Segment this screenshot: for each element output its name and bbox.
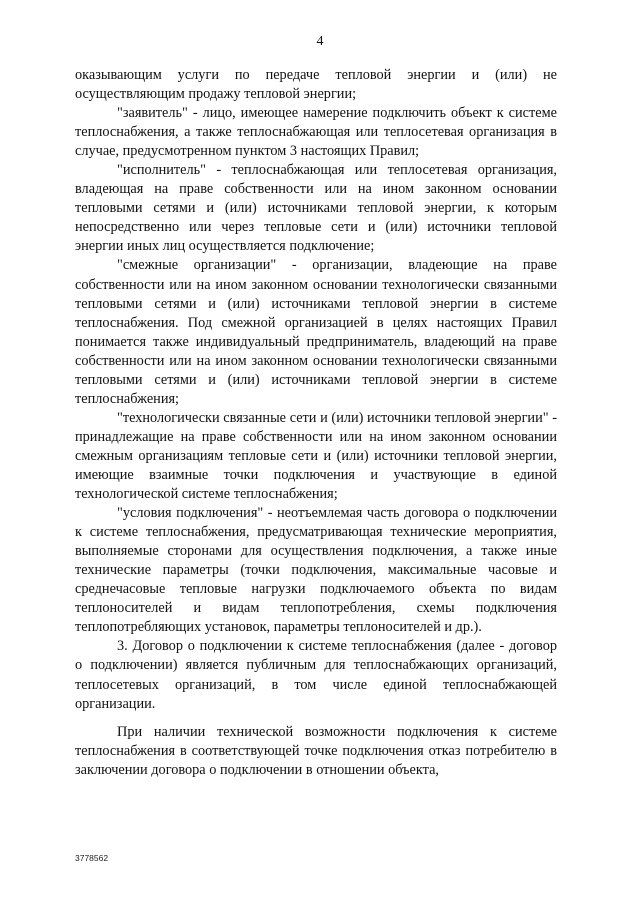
definition-connection-conditions: "условия подключения" - неотъемлемая часть договора о подключении к системе теплоснабжения, предусматривающая технические мероприятия, выполняемые сторонами для осуществления подключения, а также иные технические параметры (точки подключения, максимальные часовые и среднечасовые тепловые нагрузки подключаемого объекта по видам теплоносителей и видам теплопотребления, схемы подключения теплопотребляющих установок, параметры теплоносителей и др.).: [75, 505, 557, 636]
paragraph-continuation: оказывающим услуги по передаче тепловой энергии и (или) не осуществляющим продажу тепловой энергии;: [75, 67, 557, 103]
page-number: 4: [316, 34, 324, 49]
definition-contractor: "исполнитель" - теплоснабжающая или теплосетевая организация, владеющая на праве собственности или на ином законном основании тепловыми сетями и (или) источниками тепловой энергии, к которым непосредственно или через тепловые сети и (или) источники тепловой энергии иных лиц осуществляется подключение;: [75, 162, 557, 255]
document-body: [75, 66, 557, 780]
definition-applicant: "заявитель" - лицо, имеющее намерение подключить объект к системе теплоснабжения, а также теплоснабжающая или теплосетевая организация в случае, предусмотренном пунктом 3 настоящих Правил;: [75, 105, 557, 160]
definition-technologically-connected-networks: "технологически связанные сети и (или) источники тепловой энергии" - принадлежащие на праве собственности или на ином законном основании смежным организациям тепловые сети и (или) источники тепловой энергии, имеющие взаимные точки подключения и участвующие в единой технологической системе теплоснабжения;: [75, 409, 557, 503]
clause-3: 3. Договор о подключении к системе теплоснабжения (далее - договор о подключении) является публичным для теплоснабжающих организаций, теплосетевых организаций, в том числе единой теплоснабжающей организации.: [75, 638, 557, 712]
paragraph-technical-possibility: При наличии технической возможности подключения к системе теплоснабжения в соответствующей точке подключения отказ потребителю в заключении договора о подключении в отношении объекта,: [75, 723, 557, 778]
document-id: 3778562: [75, 853, 109, 863]
definition-adjacent-organizations: "смежные организации" - организации, владеющие на праве собственности или на ином законном основании технологически связанными тепловыми сетями и (или) источниками тепловой энергии в системе теплоснабжения. Под смежной организацией в целях настоящих Правил понимается также индивидуальный предприниматель, владеющий на праве собственности или на ином законном основании технологически связанными тепловыми сетями и (или) источниками тепловой энергии в системе теплоснабжения;: [75, 257, 557, 407]
